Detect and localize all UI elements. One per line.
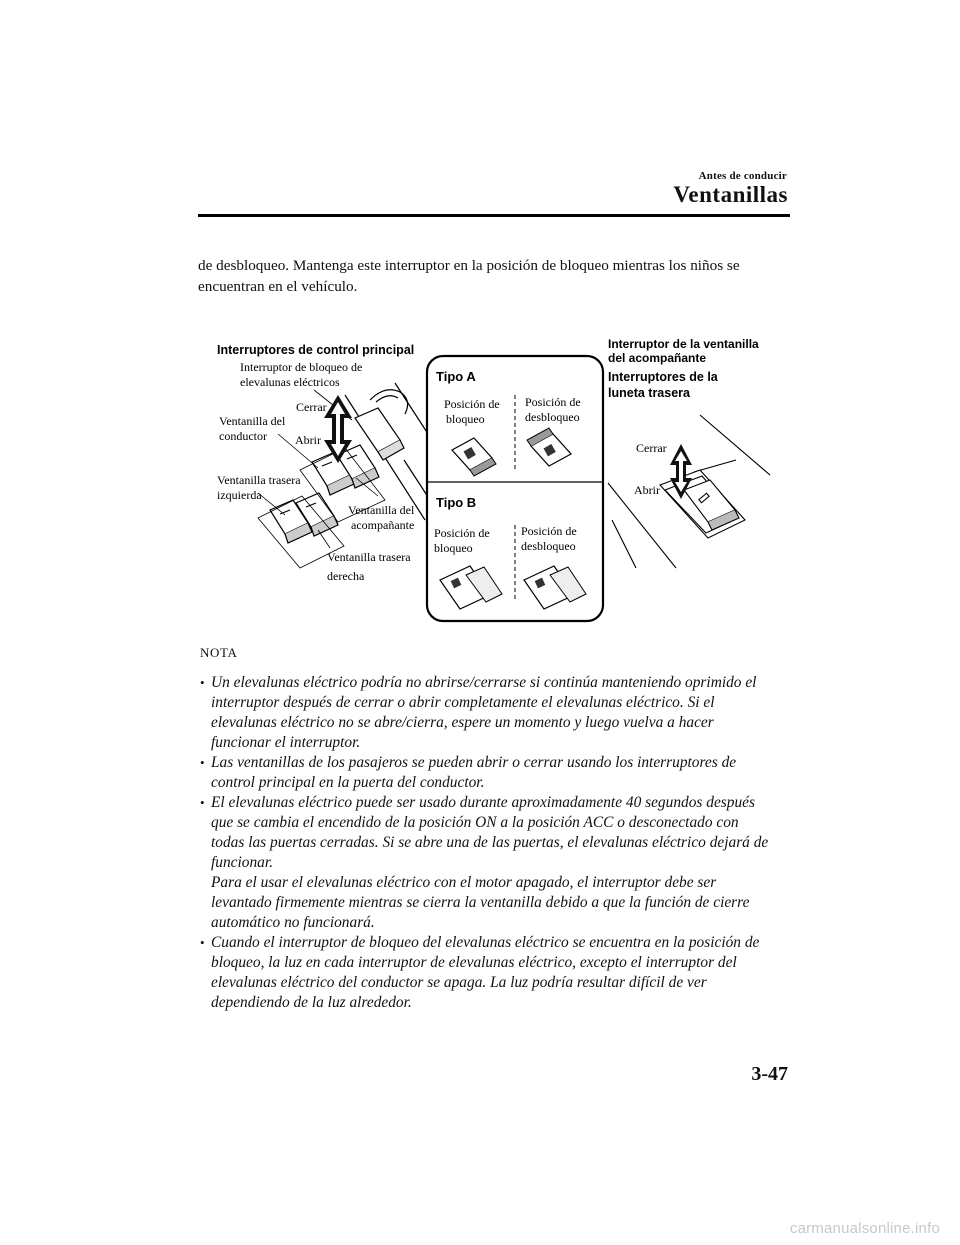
note-line: Para el usar el elevalunas eléctrico con el motor apagado, el interruptor debe ser [211,874,717,891]
close-label-right: Cerrar [636,441,667,455]
driver-window-label-line1: Ventanilla del [219,414,286,428]
note-line: funcionar. [211,854,273,871]
rear-left-label-line1: Ventanilla trasera [217,473,301,487]
note-item [200,673,800,753]
type-a-lock-label-line1: Posición de [444,397,500,411]
lock-switch-label-line1: Interruptor de bloqueo de [240,360,363,374]
type-b-unlock-label-line2: desbloqueo [521,539,576,553]
note-line: interruptor después de cerrar o abrir completamente el elevalunas eléctrico. Si el [211,694,715,711]
note-line: dependiendo de la luz alrededor. [211,994,412,1011]
note-heading: NOTA [200,645,238,660]
passenger-switch-illustration-right [608,415,770,568]
rear-switch-title-line1: Interruptores de la [608,370,718,384]
note-item [200,753,800,793]
note-line: elevalunas eléctrico del conductor se apaga. La luz podría resultar difícil de ver [211,974,707,991]
page-title: Ventanillas [673,182,788,207]
note-line: levantado firmemente mientras se cierra la ventanilla debido a que la función de cierre [211,894,750,911]
rear-switch-title-line2: luneta trasera [608,386,690,400]
note-line: todas las puertas cerradas. Si se abre una de las puertas, el elevalunas eléctrico dejará de [211,834,769,851]
note-line: Un elevalunas eléctrico podría no abrirse/cerrarse si continúa manteniendo oprimido el [211,674,757,691]
close-label: Cerrar [296,400,327,414]
passenger-switch-title-line2: del acompañante [608,351,707,365]
note-item [200,793,800,933]
passenger-window-label-line2: acompañante [351,518,415,532]
note-line: que se cambia el encendido de la posición ON a la posición ACC o desconectado con [211,814,739,831]
lock-switch-label-line2: elevalunas eléctricos [240,375,340,389]
type-a-label: Tipo A [436,369,476,384]
type-b-lock-label-line2: bloqueo [434,541,473,555]
note-item [200,933,800,1013]
page-number: 3-47 [751,1063,788,1085]
rear-right-label-line1: Ventanilla trasera [327,550,411,564]
type-a-unlock-label-line2: desbloqueo [525,410,580,424]
bullet: • [200,935,205,950]
passenger-switch-title-line1: Interruptor de la ventanilla [608,337,759,351]
main-switches-title: Interruptores de control principal [217,343,415,357]
note-line: automático no funcionará. [211,914,375,931]
intro-line: encuentran en el vehículo. [198,278,358,295]
type-a-lock-label-line2: bloqueo [446,412,485,426]
type-a-unlock-label-line1: Posición de [525,395,581,409]
note-line: elevalunas eléctrico no se abre/cierra, espere un momento y luego vuelva a hacer [211,714,714,731]
bullet: • [200,795,205,810]
rear-right-label-line2: derecha [327,569,365,583]
open-label: Abrir [295,433,321,447]
note-line: Las ventanillas de los pasajeros se pueden abrir o cerrar usando los interruptores de [211,754,737,771]
note-line: bloqueo, la luz en cada interruptor de elevalunas eléctrico, excepto el interruptor del [211,954,737,971]
type-b-unlock-label-line1: Posición de [521,524,577,538]
notes-list [200,673,800,1013]
bullet: • [200,755,205,770]
watermark[interactable]: carmanualsonline.info [789,1220,940,1237]
open-label-right: Abrir [634,483,660,497]
type-b-lock-label-line1: Posición de [434,526,490,540]
rear-left-label-line2: izquierda [217,488,262,502]
passenger-window-label-line1: Ventanilla del [348,503,415,517]
type-b-label: Tipo B [436,495,477,510]
intro-line: de desbloqueo. Mantenga este interruptor en la posición de bloqueo mientras los niños se [198,257,740,274]
section-name: Antes de conducir [698,170,787,182]
driver-window-label-line2: conductor [219,429,267,443]
note-line: El elevalunas eléctrico puede ser usado durante aproximadamente 40 segundos después [211,794,755,811]
bullet: • [200,675,205,690]
note-line: Cuando el interruptor de bloqueo del elevalunas eléctrico se encuentra en la posición de [211,934,760,951]
note-line: funcionar el interruptor. [211,734,361,751]
note-line: control principal en la puerta del conductor. [211,774,485,791]
